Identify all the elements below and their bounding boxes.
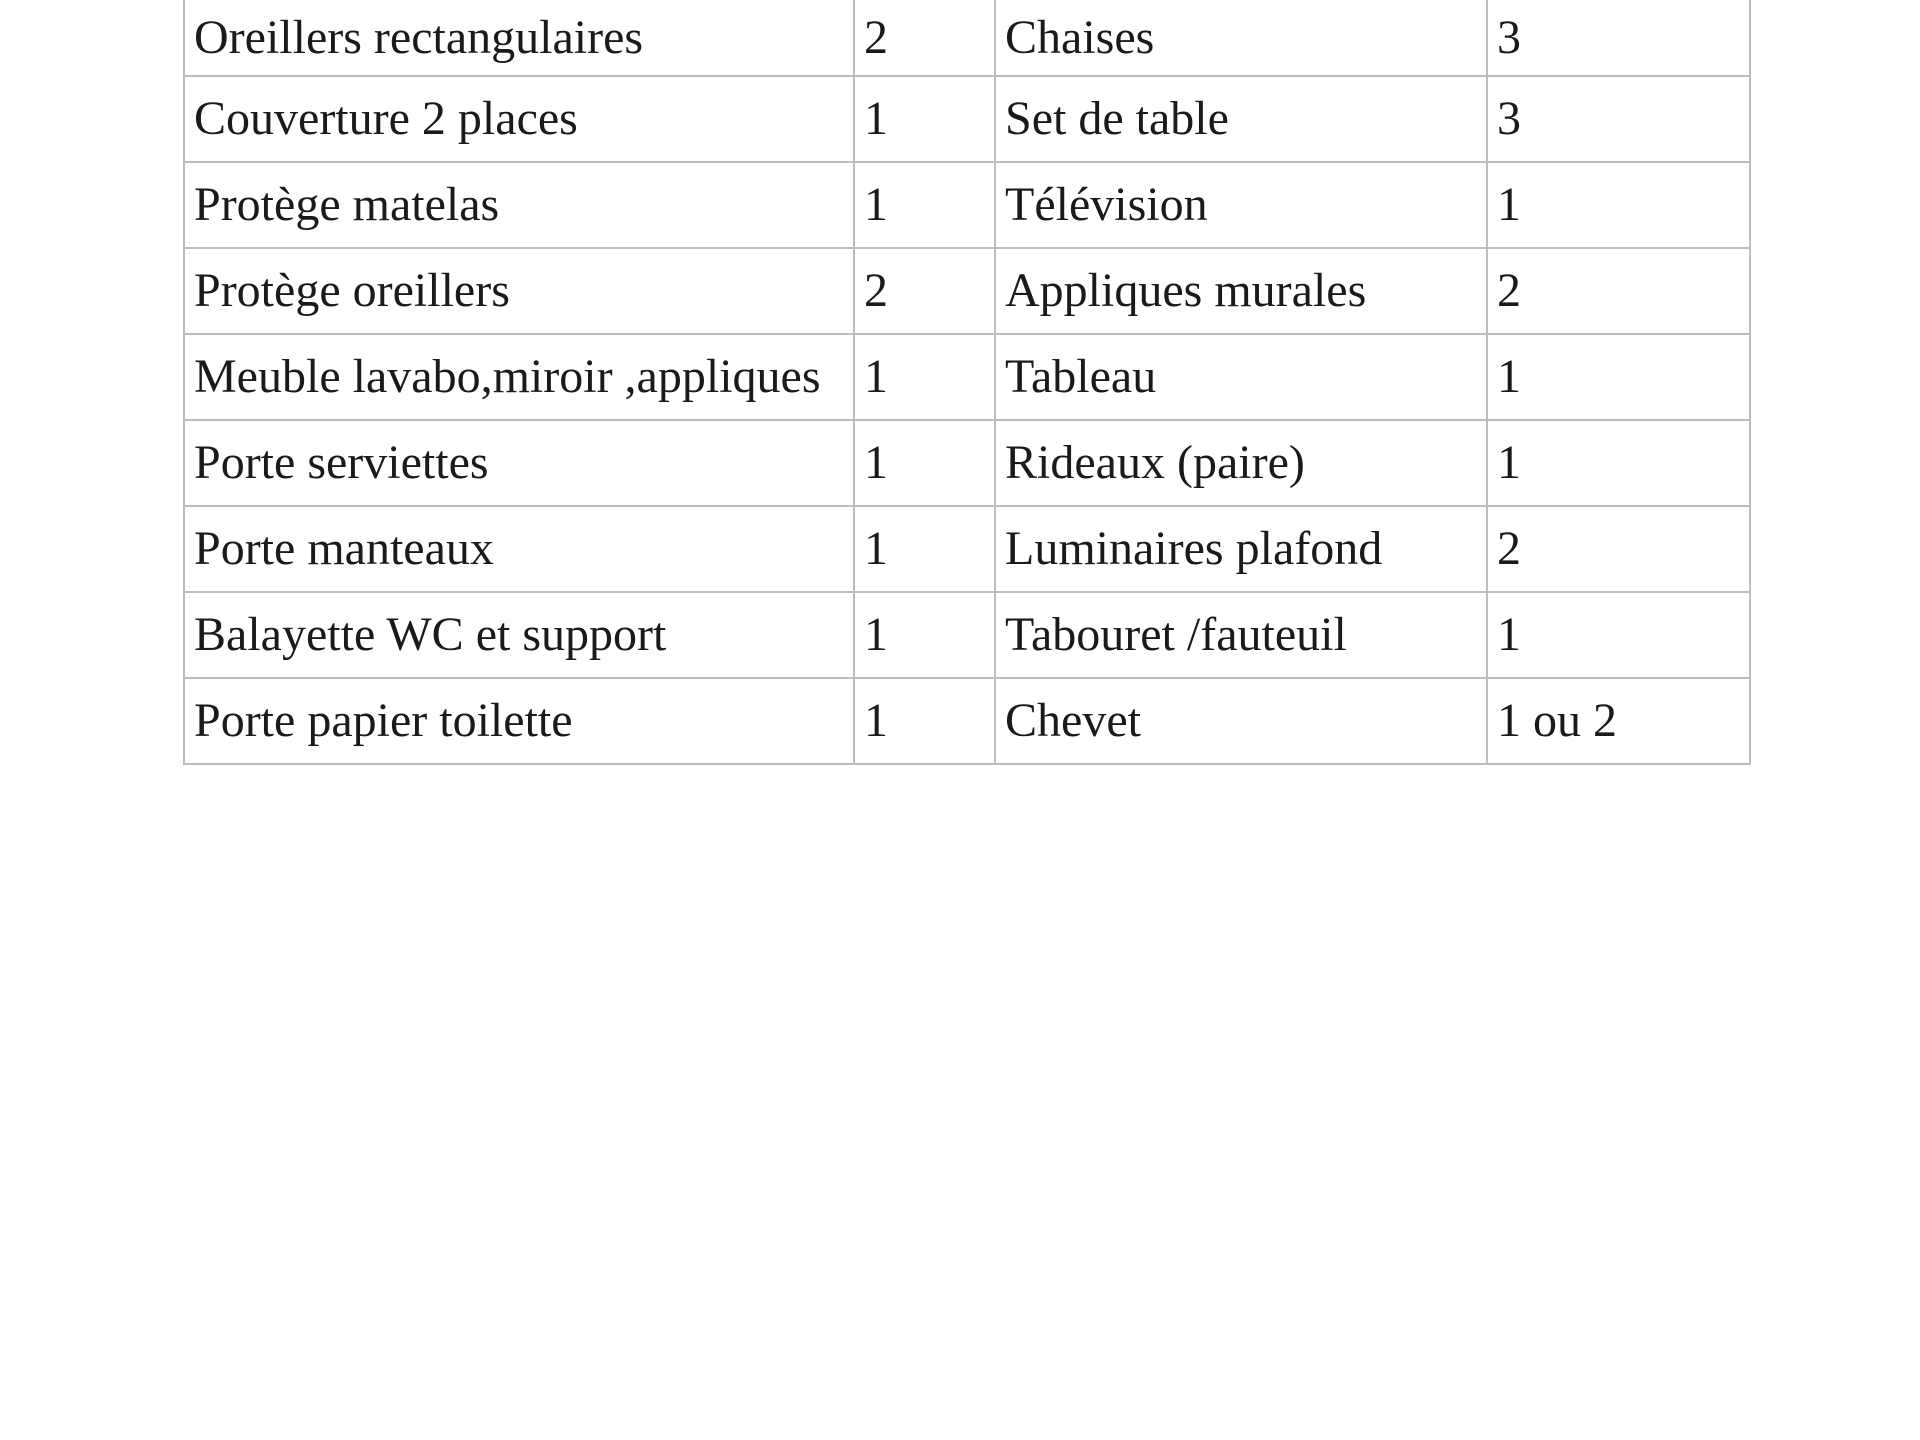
item-quantity-cell: 1 [854, 678, 995, 764]
item-name-cell: Télévision [995, 162, 1487, 248]
item-quantity-cell: 1 [854, 420, 995, 506]
table-row [184, 678, 1750, 764]
inventory-table-body [184, 0, 1750, 764]
item-quantity-cell: 1 [854, 76, 995, 162]
item-quantity-cell: 1 [1487, 334, 1750, 420]
item-name-cell: Tableau [995, 334, 1487, 420]
table-row [184, 506, 1750, 592]
item-quantity-cell: 2 [854, 0, 995, 76]
table-row [184, 334, 1750, 420]
table-row [184, 0, 1750, 76]
inventory-table [183, 0, 1751, 765]
table-row [184, 76, 1750, 162]
item-name-cell: Balayette WC et support [184, 592, 854, 678]
item-name-cell: Chevet [995, 678, 1487, 764]
item-quantity-cell: 3 [1487, 76, 1750, 162]
item-name-cell: Porte papier toilette [184, 678, 854, 764]
item-quantity-cell: 1 [854, 334, 995, 420]
item-name-cell: Protège oreillers [184, 248, 854, 334]
item-quantity-cell: 1 ou 2 [1487, 678, 1750, 764]
item-name-cell: Rideaux (paire) [995, 420, 1487, 506]
item-name-cell: Chaises [995, 0, 1487, 76]
table-row [184, 420, 1750, 506]
item-name-cell: Protège matelas [184, 162, 854, 248]
item-quantity-cell: 1 [1487, 592, 1750, 678]
item-name-cell: Porte serviettes [184, 420, 854, 506]
item-name-cell: Set de table [995, 76, 1487, 162]
item-quantity-cell: 2 [1487, 248, 1750, 334]
item-quantity-cell: 1 [1487, 162, 1750, 248]
table-row [184, 248, 1750, 334]
item-quantity-cell: 2 [1487, 506, 1750, 592]
item-quantity-cell: 1 [854, 162, 995, 248]
item-name-cell: Luminaires plafond [995, 506, 1487, 592]
item-quantity-cell: 1 [1487, 420, 1750, 506]
item-quantity-cell: 1 [854, 592, 995, 678]
table-row [184, 592, 1750, 678]
item-name-cell: Tabouret /fauteuil [995, 592, 1487, 678]
item-name-cell: Porte manteaux [184, 506, 854, 592]
item-name-cell: Appliques murales [995, 248, 1487, 334]
item-quantity-cell: 3 [1487, 0, 1750, 76]
item-quantity-cell: 2 [854, 248, 995, 334]
item-name-cell: Meuble lavabo,miroir ,appliques [184, 334, 854, 420]
item-quantity-cell: 1 [854, 506, 995, 592]
item-name-cell: Oreillers rectangulaires [184, 0, 854, 76]
table-row [184, 162, 1750, 248]
item-name-cell: Couverture 2 places [184, 76, 854, 162]
